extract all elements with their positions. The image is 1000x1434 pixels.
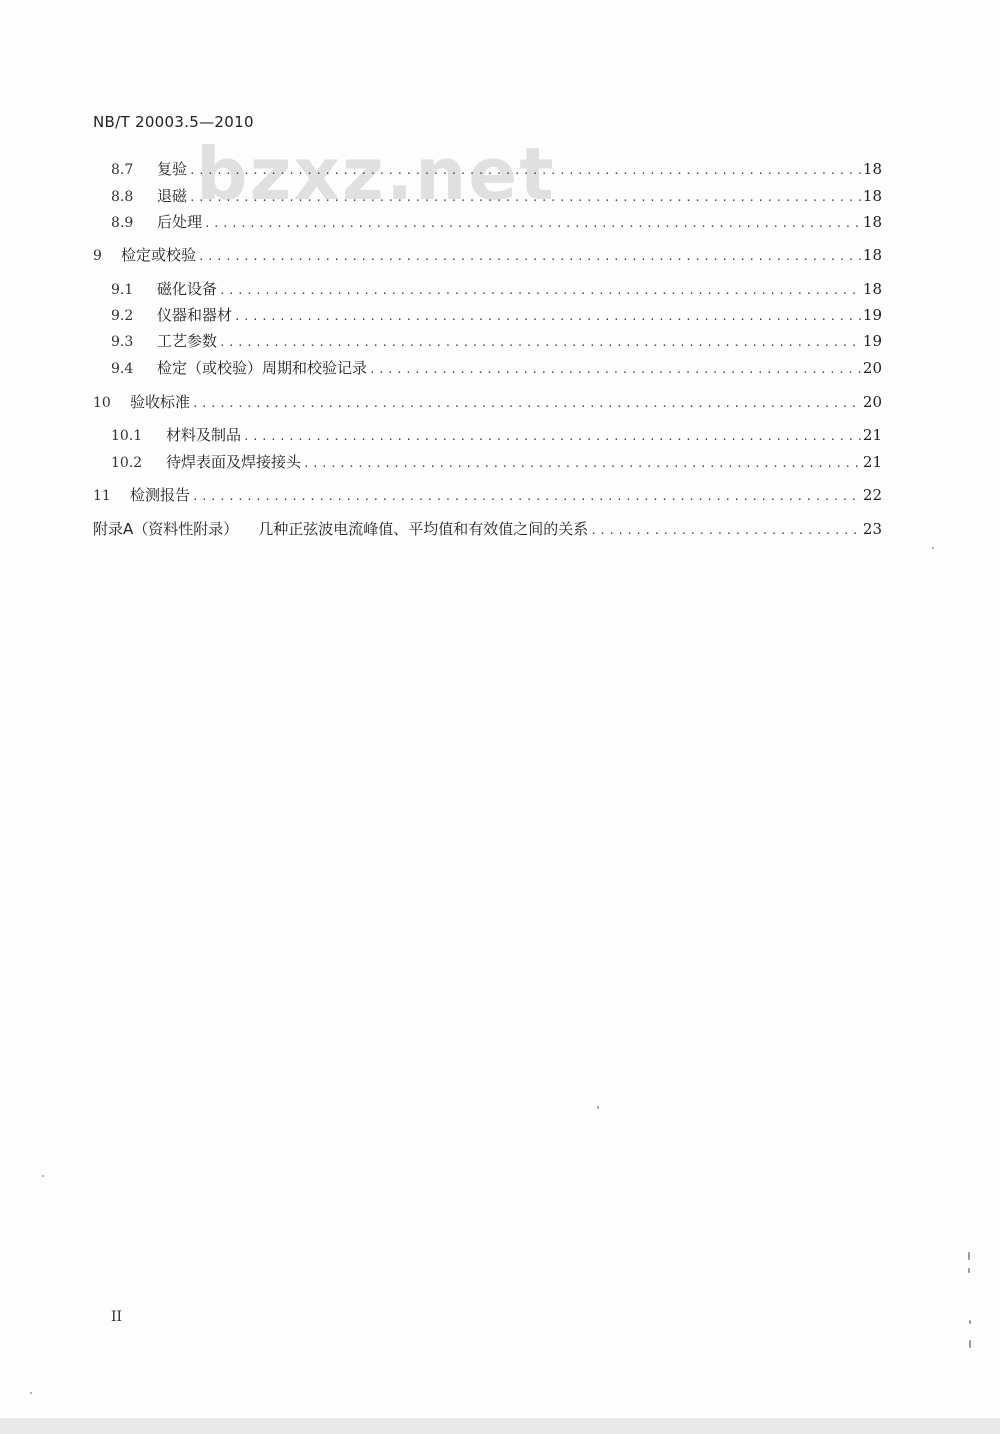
toc-entry-title: 检测报告 (130, 486, 191, 504)
toc-entry-9[interactable] (93, 244, 882, 266)
toc-entry-page: 19 (862, 306, 882, 324)
toc-entry-number: 11 (93, 488, 111, 504)
scan-speck (968, 1268, 970, 1273)
toc-entry-page: 21 (862, 426, 882, 444)
toc-entry-appendix-a[interactable] (93, 518, 882, 540)
toc-entry-title: 工艺参数 (157, 332, 218, 350)
toc-entry-page: 18 (862, 160, 882, 178)
dot-leader (219, 280, 861, 302)
toc-entry-page: 18 (862, 213, 882, 231)
dot-leader (189, 187, 861, 209)
toc-entry-title: 待焊表面及焊接接头 (166, 453, 302, 471)
toc-entry-11[interactable] (93, 484, 882, 506)
toc-entry-title: 材料及制品 (166, 426, 242, 444)
toc-entry-number: 8.9 (111, 215, 134, 231)
scan-speck (932, 547, 934, 549)
scan-speck (30, 1392, 32, 1394)
toc-entry-number: 9.3 (111, 334, 134, 350)
toc-entry-page: 19 (862, 332, 882, 350)
toc-entry-page: 20 (862, 359, 882, 377)
viewer-bottom-edge (0, 1418, 1000, 1434)
scan-speck (42, 1175, 44, 1177)
toc-entry-title: 检定或校验 (121, 246, 197, 264)
toc-entry-title: 几种正弦波电流峰值、平均值和有效值之间的关系 (258, 520, 589, 538)
toc-entry-number: 10 (93, 395, 111, 411)
toc-entry-title: 后处理 (157, 213, 203, 231)
toc-entry-9-2[interactable] (111, 304, 882, 326)
toc-entry-10[interactable] (93, 391, 882, 413)
toc-entry-9-3[interactable] (111, 330, 882, 352)
toc-entry-number: 8.7 (111, 162, 134, 178)
toc-entry-page: 20 (862, 393, 882, 411)
dot-leader (192, 393, 861, 415)
standard-number-header: NB/T 20003.5—2010 (93, 113, 254, 131)
dot-leader (590, 520, 861, 542)
toc-entry-title: 退磁 (157, 187, 188, 205)
toc-entry-8-8[interactable] (111, 185, 882, 207)
toc-entry-number: 10.2 (111, 455, 143, 471)
dot-leader (192, 486, 861, 508)
toc-entry-8-9[interactable] (111, 211, 882, 233)
toc-entry-9-4[interactable] (111, 357, 882, 379)
toc-entry-8-7[interactable] (111, 158, 882, 180)
dot-leader (303, 453, 861, 475)
toc-entry-number: 9.2 (111, 308, 134, 324)
toc-entry-page: 22 (862, 486, 882, 504)
toc-entry-9-1[interactable] (111, 278, 882, 300)
toc-entry-number: 9 (93, 248, 102, 264)
watermark: bzxz.net (196, 132, 556, 216)
dot-leader (219, 332, 861, 354)
toc-entry-number: 9.4 (111, 361, 134, 377)
toc-entry-title: 复验 (157, 160, 188, 178)
toc-entry-title: 验收标准 (130, 393, 191, 411)
dot-leader (204, 213, 861, 235)
scan-speck (969, 1320, 971, 1324)
dot-leader (198, 246, 861, 268)
scan-speck (968, 1252, 970, 1260)
dot-leader (243, 426, 861, 448)
dot-leader (369, 359, 861, 381)
toc-entry-title: 磁化设备 (157, 280, 218, 298)
toc-entry-number: 10.1 (111, 428, 143, 444)
toc-entry-title: 检定（或校验）周期和校验记录 (157, 359, 368, 377)
toc-entry-10-1[interactable] (111, 424, 882, 446)
toc-entry-page: 18 (862, 246, 882, 264)
toc-entry-number: 附录A（资料性附录） (93, 520, 239, 538)
page-number: II (111, 1309, 123, 1325)
dot-leader (189, 160, 861, 182)
toc-entry-page: 21 (862, 453, 882, 471)
toc-entry-number: 9.1 (111, 282, 134, 298)
toc-entry-page: 23 (862, 520, 882, 538)
toc-entry-number: 8.8 (111, 189, 134, 205)
toc-entry-page: 18 (862, 187, 882, 205)
toc-entry-title: 仪器和器材 (157, 306, 233, 324)
toc-entry-10-2[interactable] (111, 451, 882, 473)
toc-entry-page: 18 (862, 280, 882, 298)
scan-speck (969, 1340, 971, 1348)
scan-speck (597, 1106, 599, 1109)
dot-leader (234, 306, 861, 328)
